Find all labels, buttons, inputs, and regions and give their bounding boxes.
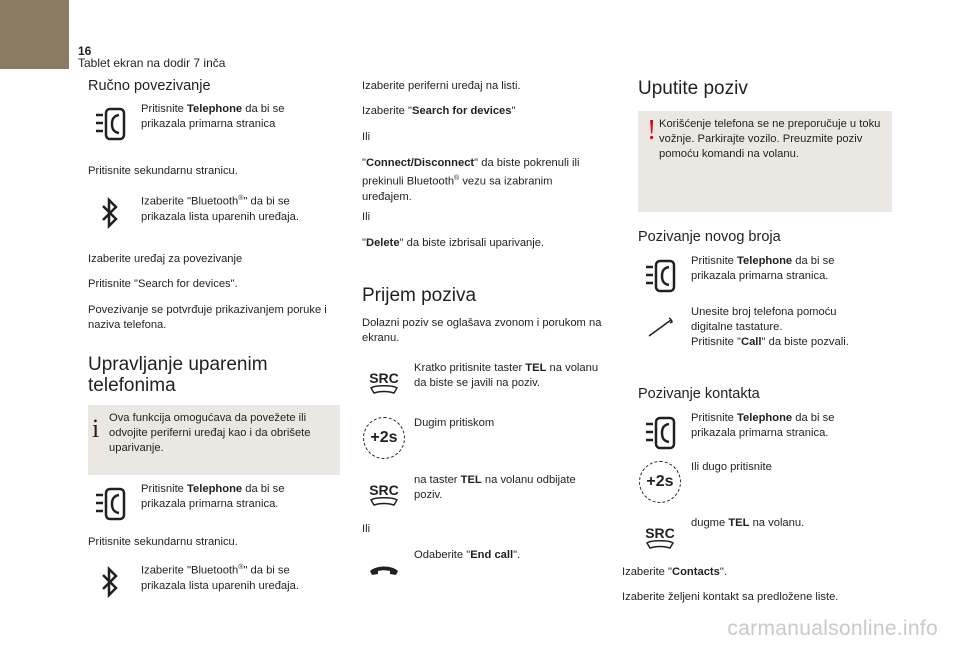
hang-up-icon [362,548,406,592]
text-confirm: Povezivanje se potvrđuje prikazivanjem poruke i naziva telefona. [88,304,327,331]
phone-handset-icon [638,411,682,455]
phone-handset-icon [88,482,132,526]
text-search-devices: Izaberite "Search for devices" [362,105,516,117]
bluetooth-icon [88,560,132,604]
section-title-new-number: Pozivanje novog broja [638,229,781,245]
text-delete: "Delete" da biste izbrisali uparivanje. [362,237,545,249]
info-note [88,405,340,475]
warning-note [638,111,892,212]
warning-note-text: Korišćenje telefona se ne preporučuje u toku vožnje. Parkirajte vozilo. Preuzmite poziv pomoću komandi na volanu. [659,118,881,160]
long-press-icon: +2s [638,460,682,504]
section-title-manage-paired: Upravljanje uparenim telefonima [88,354,268,396]
text-or-2: Ili [362,211,371,223]
bluetooth-icon [88,191,132,235]
text-secondary-page-2: Pritisnite sekundarnu stranicu. [88,536,238,548]
src-button-icon: SRC [362,361,406,405]
section-title-make-call: Uputite poziv [638,78,748,99]
text-select-peripheral: Izaberite periferni uređaj na listi. [362,80,521,92]
warning-icon: ! [647,115,657,146]
text-connect-disconnect: "Connect/Disconnect" da biste pokrenuli ili prekinuli Bluetooth® vezu sa izabranim uređajem. [362,157,580,203]
long-press-icon: +2s [362,416,406,460]
phone-dial-icon [638,305,682,349]
src-button-icon: SRC [638,516,682,560]
page-number: 16 [78,44,92,58]
page-header: Tablet ekran na dodir 7 inča [78,56,226,70]
text-select-device: Izaberite uređaj za povezivanje [88,253,243,265]
watermark: carmanualsonline.info [727,617,938,640]
phone-handset-icon [638,254,682,298]
phone-handset-icon [88,102,132,146]
text-or-3: Ili [362,523,371,535]
section-title-manual-connect: Ručno povezivanje [88,78,211,94]
src-button-icon: SRC [362,473,406,517]
section-title-receive-call: Prijem poziva [362,285,477,306]
text-incoming-call: Dolazni poziv se oglašava zvonom i porukom na ekranu. [362,317,602,344]
page-corner-tab [0,0,69,69]
section-title-call-contact: Pozivanje kontakta [638,386,760,402]
text-select-contacts: Izaberite "Contacts". [622,566,727,578]
info-icon: i [92,414,100,443]
text-secondary-page: Pritisnite sekundarnu stranicu. [88,165,238,177]
text-or-1: Ili [362,131,371,143]
info-note-text: Ova funkcija omogućava da povežete ili odvojite periferni uređaj kao i da obrišete uparivanje. [109,412,311,454]
text-search-devices: Pritisnite "Search for devices". [88,278,238,290]
text-select-contact-list: Izaberite željeni kontakt sa predložene liste. [622,591,839,603]
